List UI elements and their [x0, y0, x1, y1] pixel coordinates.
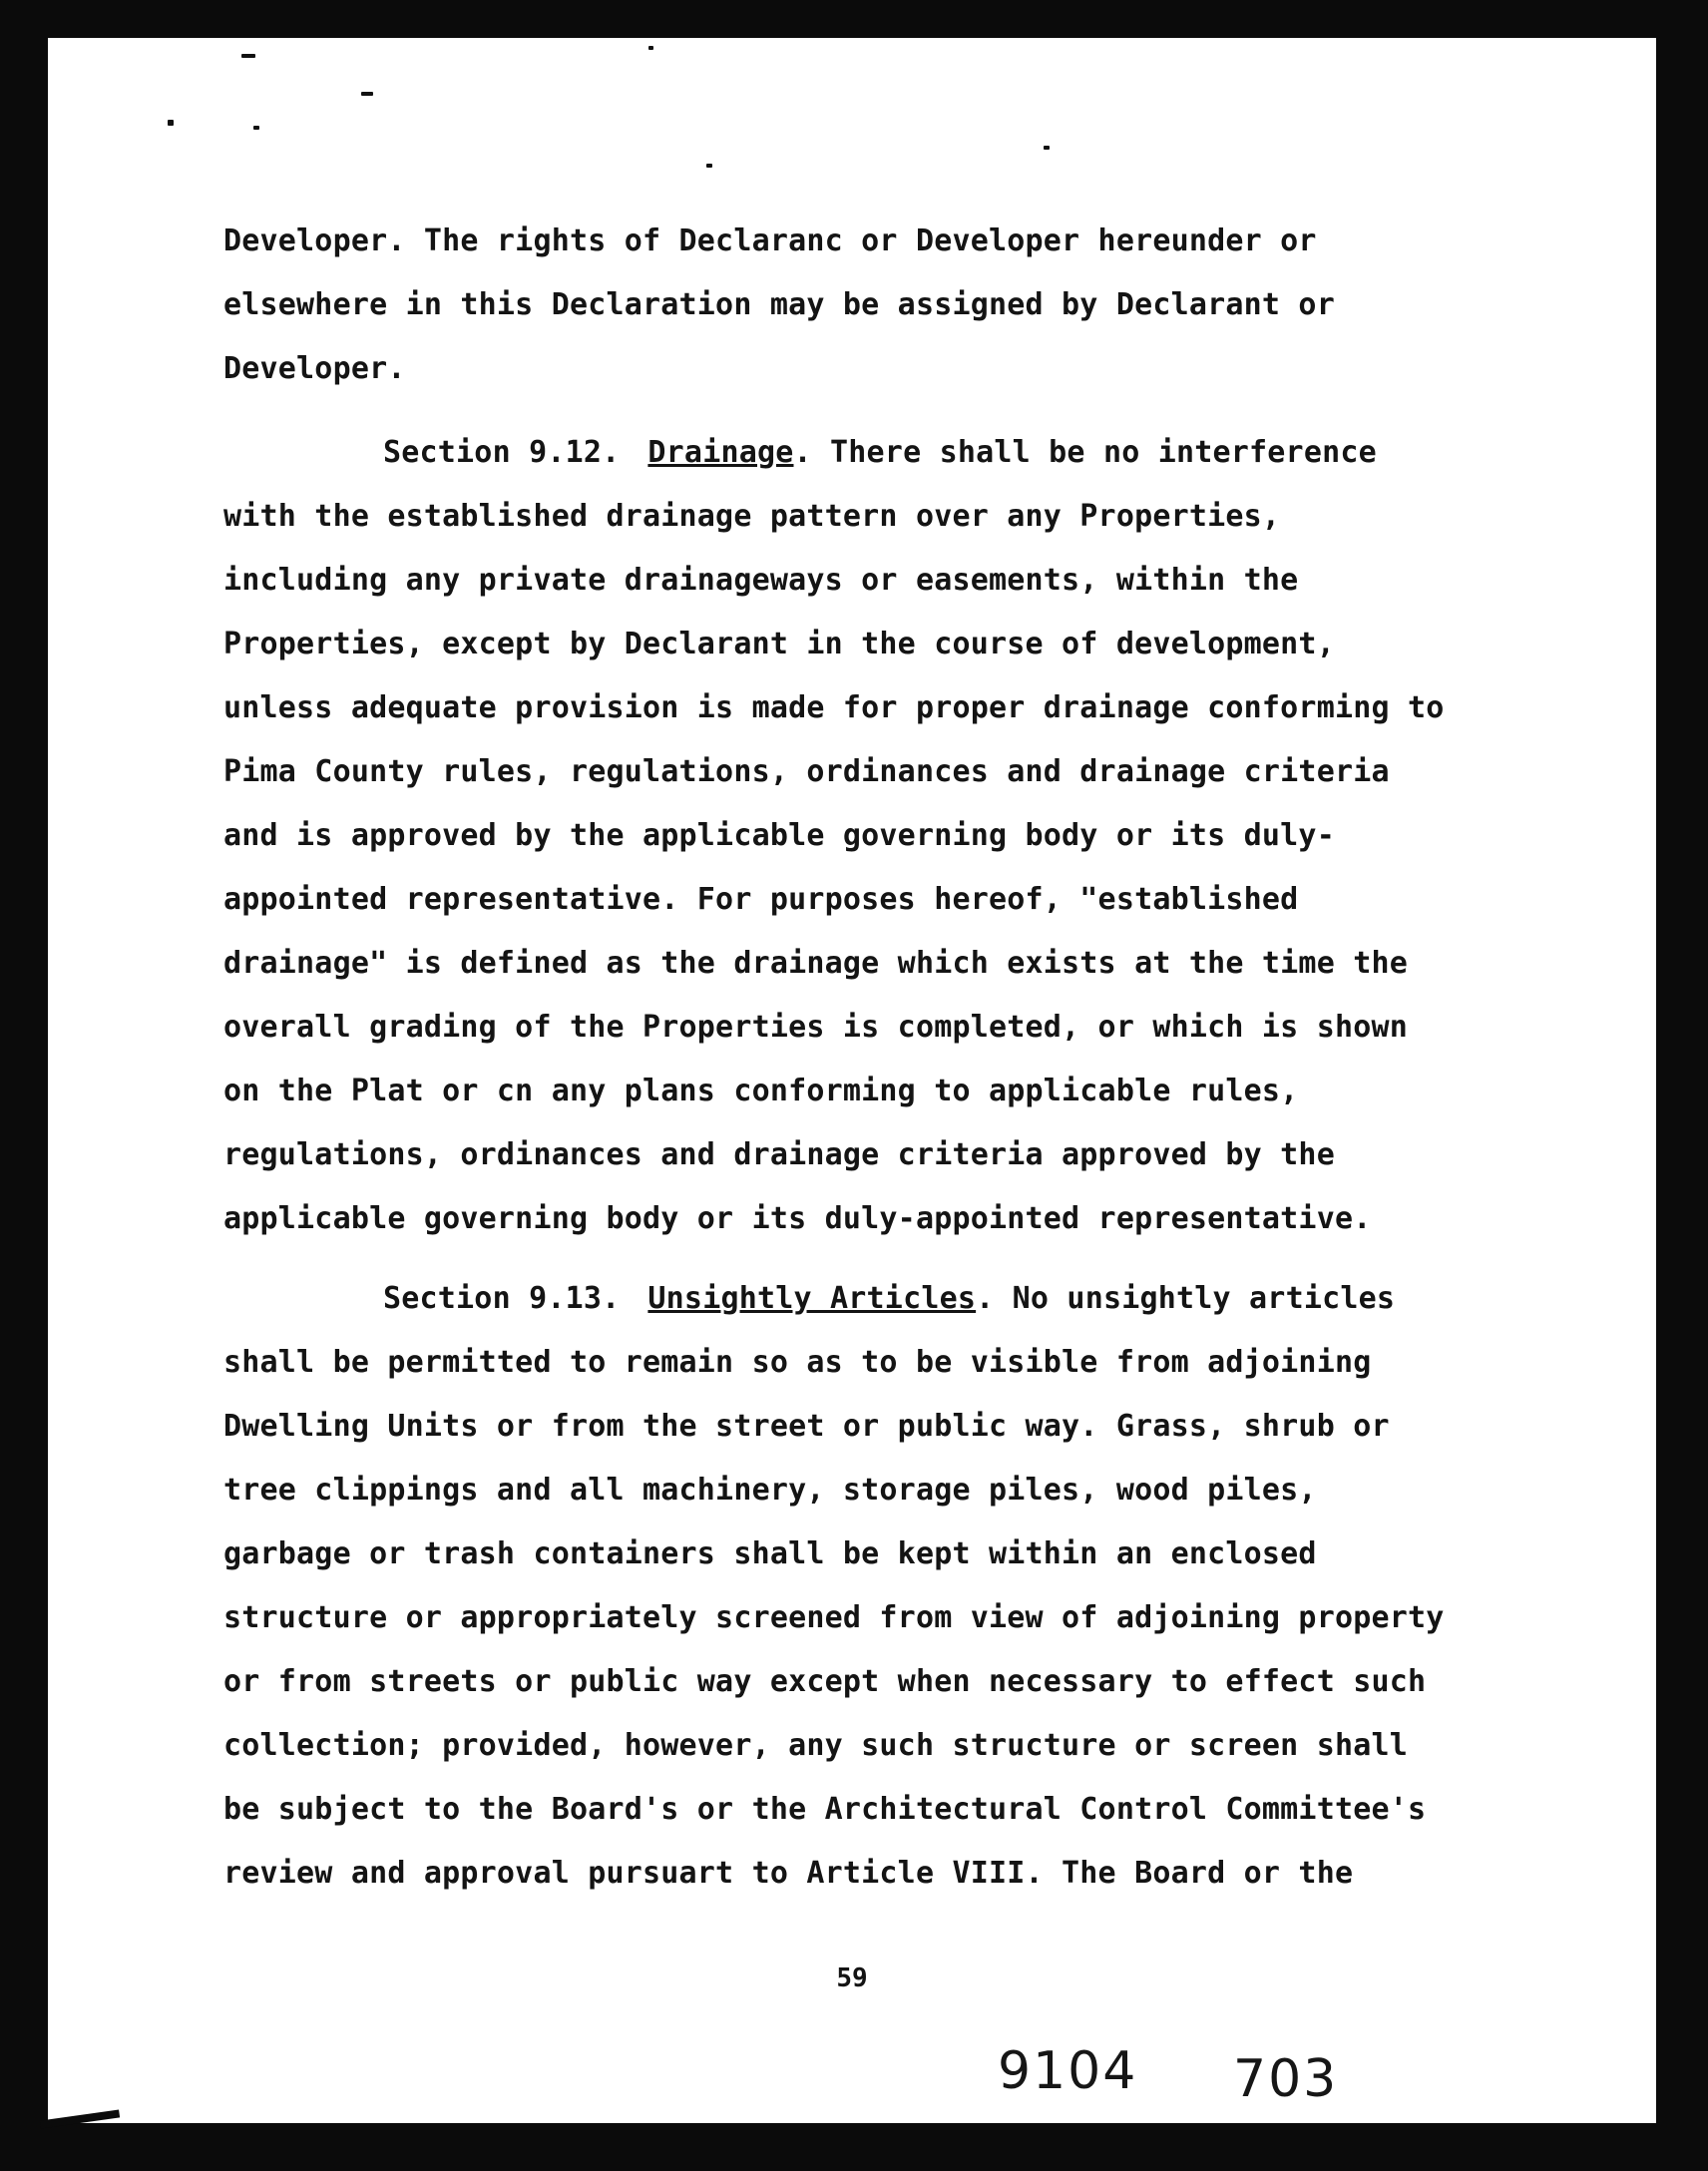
text-line [223, 1074, 1540, 1137]
text-line [223, 1201, 1540, 1265]
text-line [223, 690, 1540, 754]
text-line [223, 882, 1540, 946]
scan-edge-artifact [1686, 870, 1708, 875]
text-line [223, 351, 1540, 415]
text-line-content: including any private drainageways or easements, within the [223, 563, 1299, 598]
text-line [223, 1409, 1540, 1473]
text-line [223, 818, 1540, 882]
text-line [223, 627, 1540, 690]
text-line [223, 1600, 1540, 1664]
section-title: Unsightly Articles [647, 1281, 977, 1316]
text-line [223, 1792, 1540, 1856]
text-line [223, 754, 1540, 818]
scan-speck [361, 92, 373, 96]
section-first-line: . There shall be no interference [793, 435, 1377, 470]
text-line [223, 1728, 1540, 1792]
text-line-content: applicable governing body or its duly-appointed representative. [223, 1201, 1372, 1236]
text-line-content: on the Plat or cn any plans conforming to applicable rules, [223, 1074, 1299, 1108]
text-line-content: review and approval pursuart to Article VIII. The Board or the [223, 1856, 1354, 1891]
text-line-content: or from streets or public way except when necessary to effect such [223, 1664, 1427, 1699]
text-line [223, 1536, 1540, 1600]
text-line-content: be subject to the Board's or the Architectural Control Committee's [223, 1792, 1427, 1827]
text-line-content: overall grading of the Properties is completed, or which is shown [223, 1010, 1408, 1045]
text-line [223, 1664, 1540, 1728]
text-line-content: collection; provided, however, any such structure or screen shall [223, 1728, 1408, 1763]
paragraph-continuation [223, 223, 1540, 415]
text-line-content: and is approved by the applicable governing body or its duly- [223, 818, 1335, 853]
document-stamp-right: 703 [1233, 2049, 1339, 2109]
text-line-content: tree clippings and all machinery, storage piles, wood piles, [223, 1473, 1317, 1508]
text-line [223, 1010, 1540, 1074]
document-page [48, 38, 1656, 2123]
section-heading-line [223, 1281, 1540, 1345]
text-line-content: regulations, ordinances and drainage criteria approved by the [223, 1137, 1335, 1172]
text-line-content: elsewhere in this Declaration may be assigned by Declarant or [223, 287, 1335, 322]
text-line-content: garbage or trash containers shall be kept within an enclosed [223, 1536, 1317, 1571]
section-9-13 [223, 1281, 1540, 1920]
scan-speck [706, 164, 712, 168]
text-line [223, 1473, 1540, 1536]
scan-speck [241, 54, 255, 58]
scan-speck [1044, 146, 1050, 150]
text-line-content: Dwelling Units or from the street or public way. Grass, shrub or [223, 1409, 1390, 1444]
text-line [223, 287, 1540, 351]
document-stamp-left: 9104 [998, 2041, 1138, 2101]
section-number: Section 9.13. [383, 1281, 621, 1316]
scan-speck [648, 46, 653, 50]
text-line [223, 1856, 1540, 1920]
section-first-line: . No unsightly articles [976, 1281, 1396, 1316]
text-line-content: with the established drainage pattern over any Properties, [223, 499, 1281, 534]
section-9-12 [223, 435, 1540, 1265]
text-line-content: structure or appropriately screened from view of adjoining property [223, 1600, 1445, 1635]
text-line-content: Pima County rules, regulations, ordinances and drainage criteria [223, 754, 1390, 789]
text-line [223, 1345, 1540, 1409]
scan-speck [168, 120, 174, 126]
text-line-content: shall be permitted to remain so as to be visible from adjoining [223, 1345, 1372, 1380]
section-heading-line [223, 435, 1540, 499]
text-line-content: drainage" is defined as the drainage which exists at the time the [223, 946, 1408, 981]
text-line-content: unless adequate provision is made for proper drainage conforming to [223, 690, 1445, 725]
text-line [223, 1137, 1540, 1201]
scan-speck [253, 126, 259, 130]
text-line-content: appointed representative. For purposes hereof, "established [223, 882, 1299, 917]
text-line-content: Developer. The rights of Declaranc or Developer hereunder or [223, 223, 1317, 258]
text-line [223, 946, 1540, 1010]
text-line [223, 223, 1540, 287]
section-title: Drainage [647, 435, 794, 470]
page-number: 59 [836, 1963, 868, 1993]
text-line [223, 563, 1540, 627]
text-line-content: Developer. [223, 351, 406, 386]
text-line-content: Properties, except by Declarant in the course of development, [223, 627, 1335, 661]
text-line [223, 499, 1540, 563]
section-number: Section 9.12. [383, 435, 621, 470]
